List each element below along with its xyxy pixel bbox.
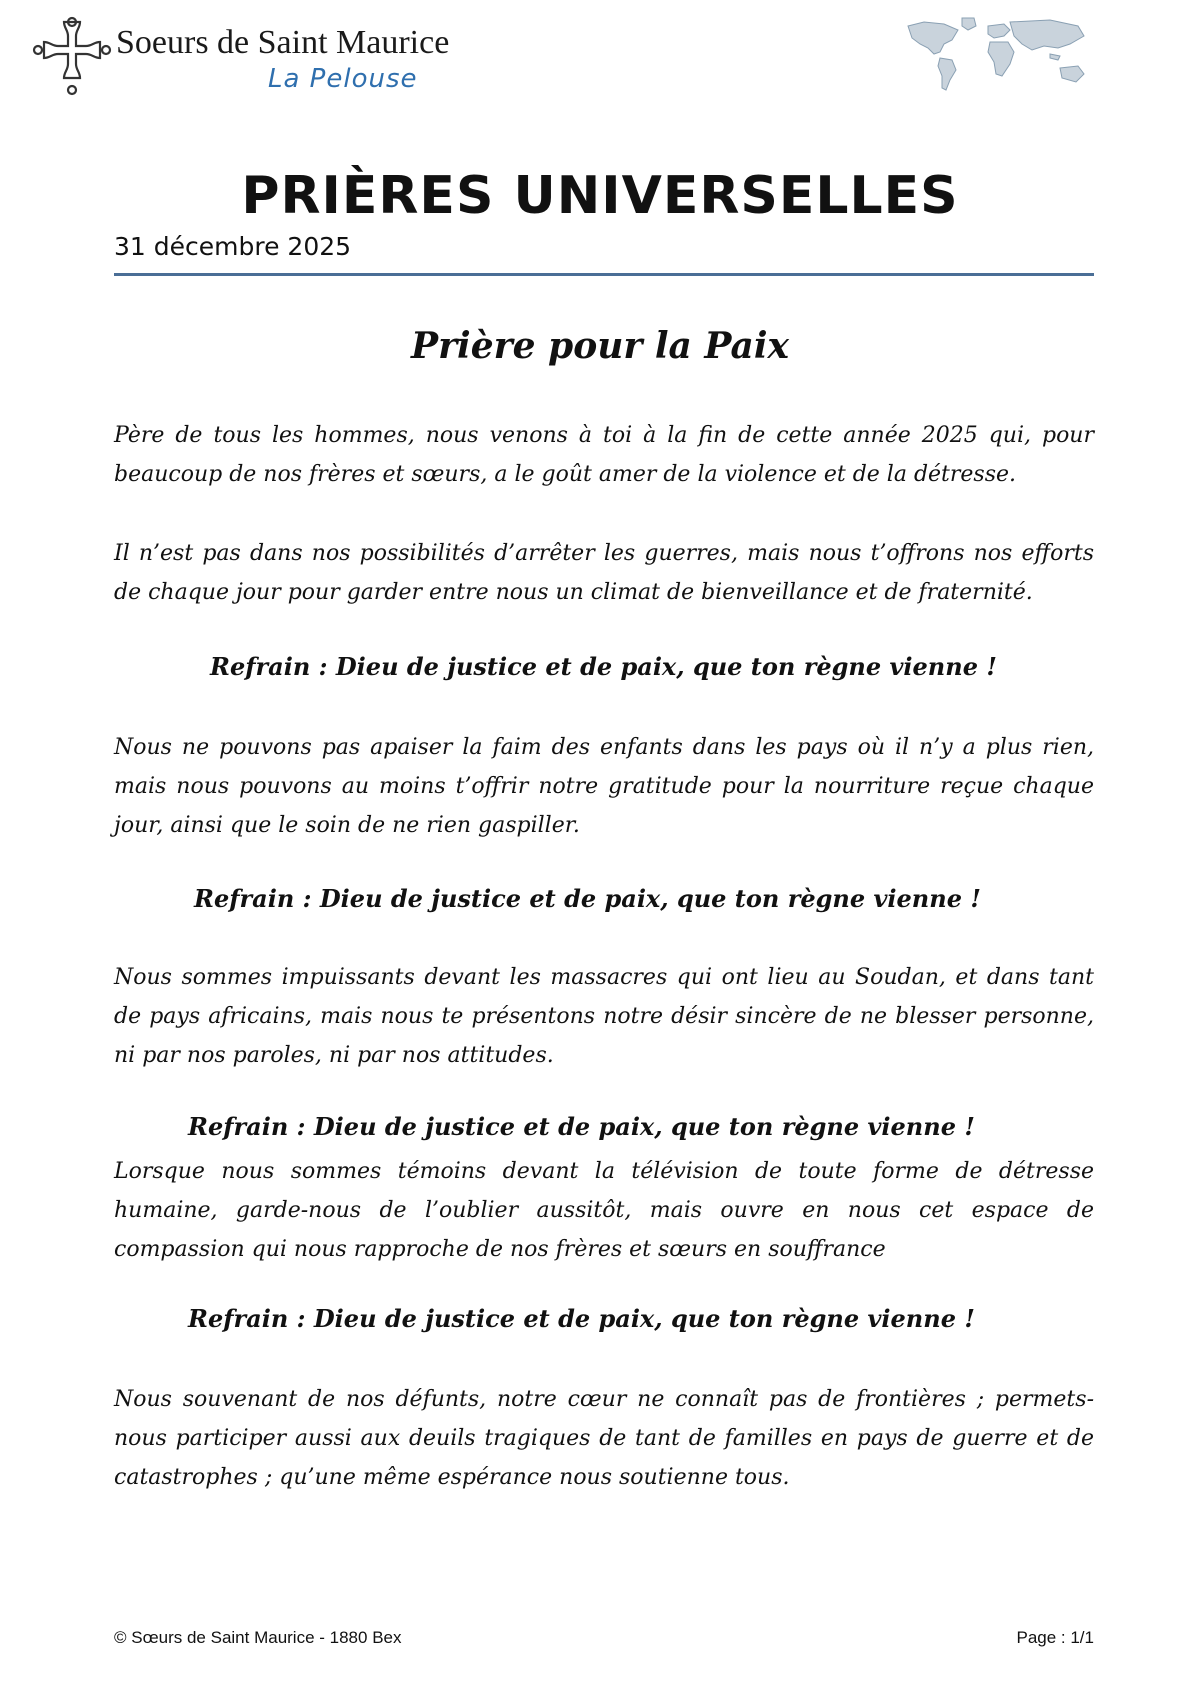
document-title: PRIÈRES UNIVERSELLES (241, 166, 959, 226)
header-brand (30, 14, 450, 94)
paragraph-6: Nous souvenant de nos défunts, notre cœur ne connaît pas de frontières ; permets-nous participer aussi aux deuils tragiques de tant de familles en pays de guerre et de catastrophes ; qu’une même espérance nous soutienne tous. (114, 1387, 1094, 1490)
refrain-4: Refrain : Dieu de justice et de paix, que ton règne vienne ! (188, 1304, 975, 1333)
document-date: 31 décembre 2025 (114, 232, 352, 261)
paragraph-3: Nous ne pouvons pas apaiser la faim des enfants dans les pays où il n’y a plus rien, mais nous pouvons au moins t’offrir notre gratitude pour la nourriture reçue chaque jour, ainsi que le soin de ne rien gaspiller. (114, 735, 1094, 838)
paragraph-5: Lorsque nous sommes témoins devant la télévision de toute forme de détresse humaine, garde-nous de l’oublier aussitôt, mais ouvre en nous cet espace de compassion qui nous rapproche de nos frères et sœurs en souffrance (114, 1159, 1094, 1262)
refrain-1: Refrain : Dieu de justice et de paix, que ton règne vienne ! (210, 652, 997, 681)
paragraph-2: Il n’est pas dans nos possibilités d’arrêter les guerres, mais nous t’offrons nos efforts de chaque jour pour garder entre nous un climat de bienveillance et de fraternité. (114, 541, 1094, 605)
prayer-title: Prière pour la Paix (411, 325, 789, 367)
refrain-2: Refrain : Dieu de justice et de paix, que ton règne vienne ! (194, 884, 981, 913)
paragraph-4: Nous sommes impuissants devant les massacres qui ont lieu au Soudan, et dans tant de pays africains, mais nous te présentons notre désir sincère de ne blesser personne, ni par nos paroles, ni par nos attitudes. (114, 965, 1094, 1068)
footer-copyright: © Sœurs de Saint Maurice - 1880 Bex (114, 1628, 402, 1647)
org-name: Soeurs de Saint Maurice (116, 24, 450, 61)
refrain-3: Refrain : Dieu de justice et de paix, que ton règne vienne ! (188, 1112, 975, 1141)
footer-page-number: Page : 1/1 (1016, 1628, 1094, 1647)
world-map-icon (900, 14, 1100, 94)
org-subtitle: La Pelouse (268, 64, 418, 94)
paragraph-1: Père de tous les hommes, nous venons à toi à la fin de cette année 2025 qui, pour beaucoup de nos frères et sœurs, a le goût amer de la violence et de la détresse. (114, 423, 1094, 487)
cross-logo-icon (30, 14, 114, 98)
title-divider (114, 273, 1094, 276)
